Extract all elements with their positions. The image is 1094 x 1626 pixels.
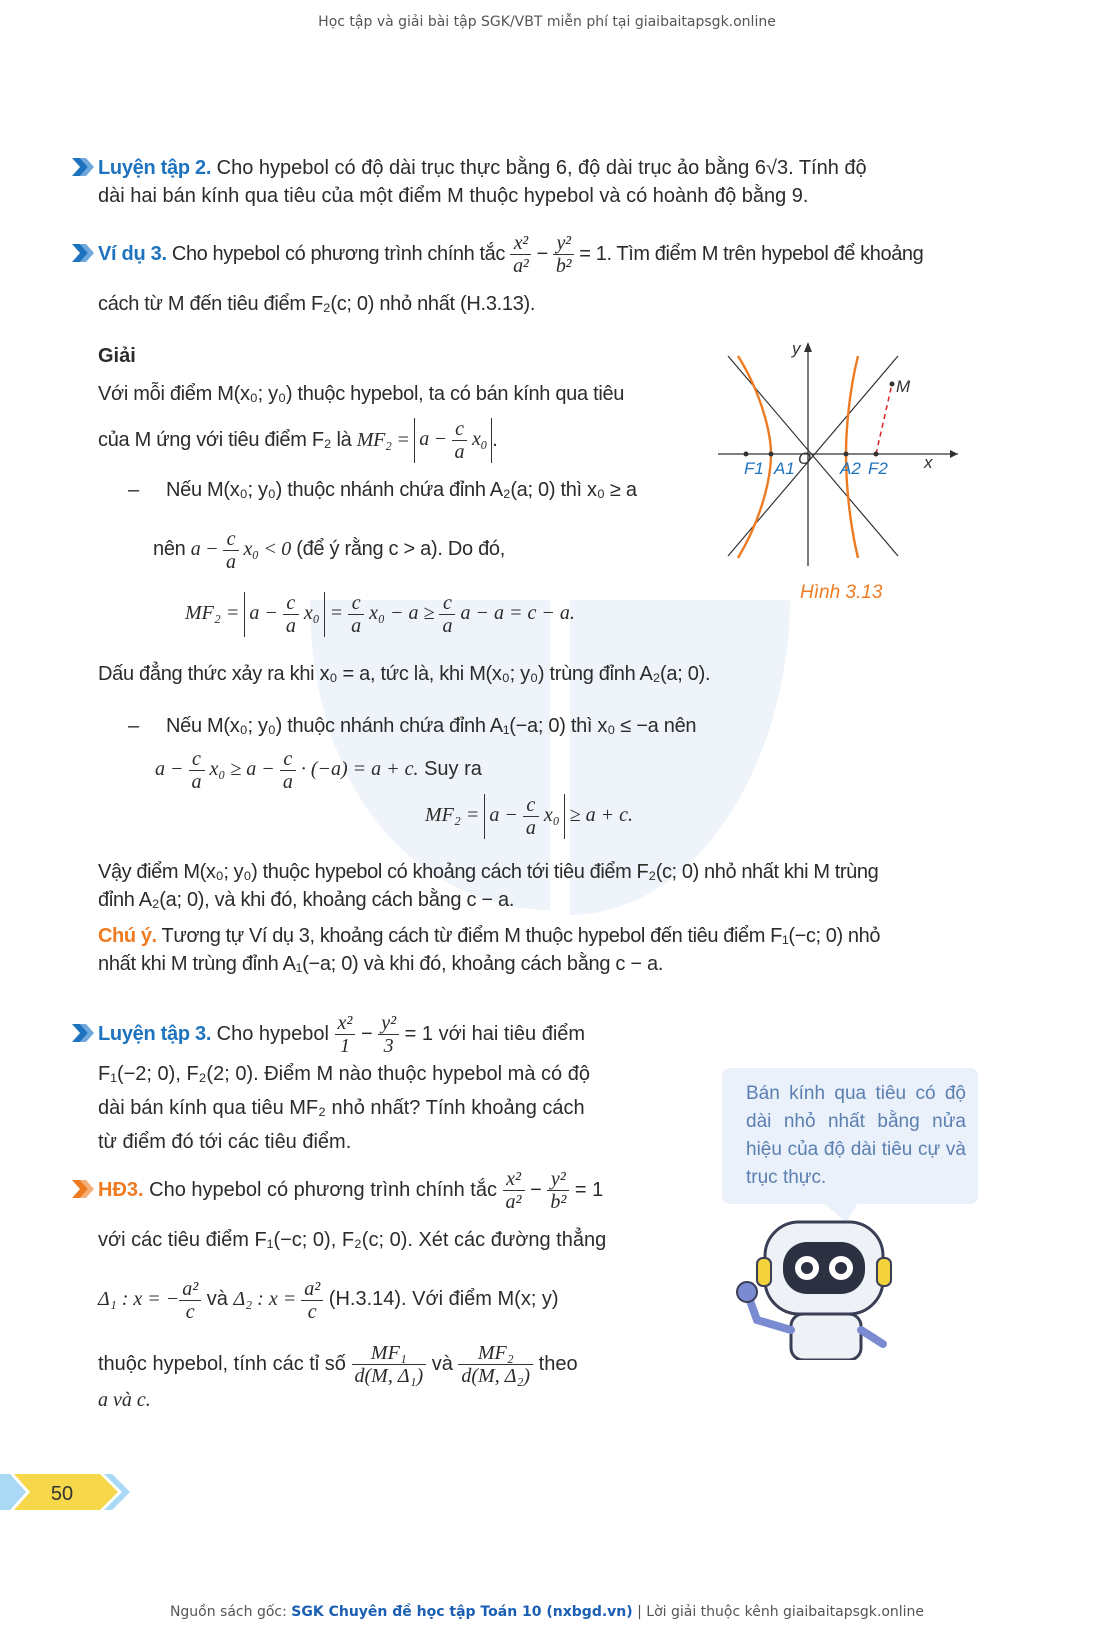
hd3-l4: thuộc hypebol, tính các tỉ số $\frac{\text{MF₁}}{\text{d(M, Δ₁)}}$ và $\frac{\text{MF₂}}{\text{d(M, Δ₂)}}$ theo — [98, 1342, 578, 1387]
chevron-marker-icon — [72, 1180, 96, 1198]
note-line1 — [98, 922, 978, 950]
case-1b: nên a − $\frac{c}{a}$ x₀ < 0 (để ý rằng c > a). Do đó, — [153, 528, 505, 573]
label-m: M — [896, 377, 911, 396]
header-note: Học tập và giải bài tập SGK/VBT miễn phí tại giaibaitapsgk.online — [318, 14, 776, 30]
case-1b-post: (để ý rằng c > a). Do đó, — [296, 538, 505, 561]
case-1-text: Nếu M(x₀; y₀) thuộc nhánh chứa đỉnh A₂(a; 0) thì x₀ ≥ a — [166, 479, 637, 501]
point-f1 — [744, 452, 749, 457]
hint-bubble-text: Bán kính qua tiêu có độ dài nhỏ nhất bằng nửa hiệu của độ dài tiêu cự và trục thực. — [746, 1083, 966, 1188]
case-2: – Nếu M(x₀; y₀) thuộc nhánh chứa đỉnh A₁(−a; 0) thì x₀ ≤ −a nên — [128, 715, 697, 737]
hyperbola-figure — [708, 336, 968, 576]
point-m — [890, 382, 895, 387]
case-2b: a − $\frac{c}{a}$ x₀ ≥ a − $\frac{c}{a}$ · (−a) = a + c. Suy ra — [155, 748, 482, 793]
vi-du-3-label: Ví dụ 3. — [98, 242, 167, 265]
case-2-text: Nếu M(x₀; y₀) thuộc nhánh chứa đỉnh A₁(−a; 0) thì x₀ ≤ −a nên — [166, 715, 697, 737]
giai-line1: Với mỗi điểm M(x₀; y₀) thuộc hypebol, ta có bán kính qua tiêu — [98, 383, 625, 405]
conclusion-2: đỉnh A₂(a; 0), và khi đó, khoảng cách bằng c − a. — [98, 889, 515, 911]
luyen-tap-2-line2: dài hai bán kính qua tiêu của một điểm M thuộc hypebol và có hoành độ bằng 9. — [98, 185, 809, 207]
note-line2: nhất khi M trùng đỉnh A₁(−a; 0) và khi đó, khoảng cách bằng c − a. — [98, 953, 664, 975]
label-o: O — [798, 449, 812, 468]
hd3-l3-post: (H.3.14). Với điểm M(x; y) — [328, 1288, 559, 1311]
hd3-l4-pre: thuộc hypebol, tính các tỉ số — [98, 1352, 346, 1375]
luyen-tap-3-l4: từ điểm đó tới các tiêu điểm. — [98, 1131, 352, 1153]
luyen-tap-2 — [72, 154, 962, 182]
luyen-tap-3-l1-post: với hai tiêu điểm — [438, 1022, 586, 1045]
equality-line: Dấu đẳng thức xảy ra khi x₀ = a, tức là, khi M(x₀; y₀) trùng đỉnh A₂(a; 0). — [98, 663, 711, 685]
footer-note — [0, 1604, 1094, 1620]
y2-over-b2: $\frac{\text{y²}}{\text{b²}}$ — [553, 232, 574, 277]
point-f2 — [874, 452, 879, 457]
vi-du-3-line1-pre: Cho hypebol có phương trình chính tắc — [171, 242, 505, 265]
luyen-tap-2-line1: Cho hypebol có độ dài trục thực bằng 6, độ dài trục ảo bằng 6√3. Tính độ — [216, 157, 867, 179]
page-number-badge — [0, 1470, 140, 1514]
right-branch — [846, 356, 858, 558]
vi-du-3-line2: cách từ M đến tiêu điểm F₂(c; 0) nhỏ nhất (H.3.13). — [98, 293, 536, 315]
case-2b-post: Suy ra — [424, 758, 482, 781]
case-1b-pre: nên — [153, 538, 186, 561]
label-a1: A1 — [774, 459, 795, 478]
label-x: x — [924, 453, 933, 472]
mf2-derivation: MF₂ = a − $\frac{c}{a}$ x₀ = $\frac{c}{a}$ x₀ − a ≥ $\frac{c}{a}$ a − a = c − a. — [185, 592, 575, 637]
giai-title: Giải — [98, 345, 136, 367]
mf2-segment — [876, 384, 892, 454]
label-f1: F1 — [744, 459, 764, 478]
label-f2: F2 — [868, 459, 888, 478]
hd3-l5: a và c. — [98, 1389, 151, 1411]
left-branch — [738, 356, 771, 558]
chevron-marker-icon — [72, 158, 96, 176]
note-text1: Tương tự Ví dụ 3, khoảng cách từ điểm M thuộc hypebol đến tiêu điểm F₁(−c; 0) nhỏ — [161, 925, 881, 947]
point-a2 — [844, 452, 849, 457]
hd3: HĐ3. Cho hypebol có phương trình chính tắc $\frac{\text{x²}}{\text{a²}}$ − $\frac{\text{y²}}{\text{b²}}$ = 1 — [72, 1168, 672, 1213]
hd3-l3: Δ₁ : x = − $\frac{\text{a²}}{c}$ và Δ₂ : x = $\frac{\text{a²}}{c}$ (H.3.14). Với điểm M(x; y) — [98, 1278, 559, 1323]
footer-suffix: | Lời giải thuộc kênh giaibaitapsgk.online — [632, 1604, 925, 1620]
point-a1 — [769, 452, 774, 457]
note-label: Chú ý. — [98, 925, 157, 947]
footer-source-link[interactable]: SGK Chuyên đề học tập Toán 10 (nxbgd.vn) — [291, 1604, 633, 1620]
luyen-tap-3-label: Luyện tập 3. — [98, 1022, 212, 1045]
hd3-l1-pre: Cho hypebol có phương trình chính tắc — [149, 1178, 497, 1201]
giai-line2-pre: của M ứng với tiêu điểm F₂ là — [98, 428, 352, 451]
chevron-marker-icon — [72, 1024, 96, 1042]
page-number: 50 — [50, 1483, 74, 1505]
luyen-tap-3-l1-pre: Cho hypebol — [216, 1022, 329, 1045]
label-a2: A2 — [840, 459, 861, 478]
hd3-l4-mid: và — [431, 1352, 453, 1375]
mf2-case2: MF₂ = a − $\frac{c}{a}$ x₀ ≥ a + c. — [425, 794, 634, 839]
luyen-tap-2-label: Luyện tập 2. — [98, 157, 212, 179]
hd3-l3-mid: và — [206, 1288, 228, 1311]
y-axis-arrow-icon — [804, 342, 812, 352]
vi-du-3-line1-post: . Tìm điểm M trên hypebol để khoảng — [606, 242, 924, 265]
luyen-tap-3-l2: F₁(−2; 0), F₂(2; 0). Điểm M nào thuộc hypebol mà có độ — [98, 1063, 590, 1085]
giai-line2: của M ứng với tiêu điểm F₂ là MF₂ = a − $\frac{c}{a}$ x₀ . — [98, 418, 498, 463]
x-axis-arrow-icon — [950, 450, 958, 458]
hd3-l4-post: theo — [538, 1352, 578, 1375]
abs-mf2: a − $\frac{c}{a}$ x₀ — [414, 418, 492, 463]
figure-caption: Hình 3.13 — [800, 582, 883, 603]
hd3-l2: với các tiêu điểm F₁(−c; 0), F₂(c; 0). Xét các đường thẳng — [98, 1229, 607, 1251]
chevron-marker-icon — [72, 244, 96, 262]
hd3-label: HĐ3. — [98, 1178, 144, 1201]
luyen-tap-3: Luyện tập 3. Cho hypebol $\frac{\text{x²}}{1}$ − $\frac{\text{y²}}{3}$ = 1 với hai tiêu điểm — [72, 1012, 662, 1057]
luyen-tap-3-l3: dài bán kính qua tiêu MF₂ nhỏ nhất? Tính khoảng cách — [98, 1097, 585, 1119]
conclusion-1: Vậy điểm M(x₀; y₀) thuộc hypebol có khoảng cách tới tiêu điểm F₂(c; 0) nhỏ nhất khi M trùng — [98, 861, 879, 883]
vi-du-3: Ví dụ 3. Cho hypebol có phương trình chính tắc $\frac{\text{x²}}{\text{a²}}$ − $\frac{\text{y²}}{\text{b²}}$ = 1. Tìm điểm M trên hypebol để khoảng — [72, 232, 972, 277]
label-y: y — [792, 339, 801, 358]
footer-prefix: Nguồn sách gốc: — [169, 1604, 292, 1620]
case-1: – Nếu M(x₀; y₀) thuộc nhánh chứa đỉnh A₂(a; 0) thì x₀ ≥ a — [128, 479, 637, 501]
x2-over-a2: $\frac{\text{x²}}{\text{a²}}$ — [510, 232, 531, 277]
robot-mascot-icon — [735, 1220, 905, 1360]
